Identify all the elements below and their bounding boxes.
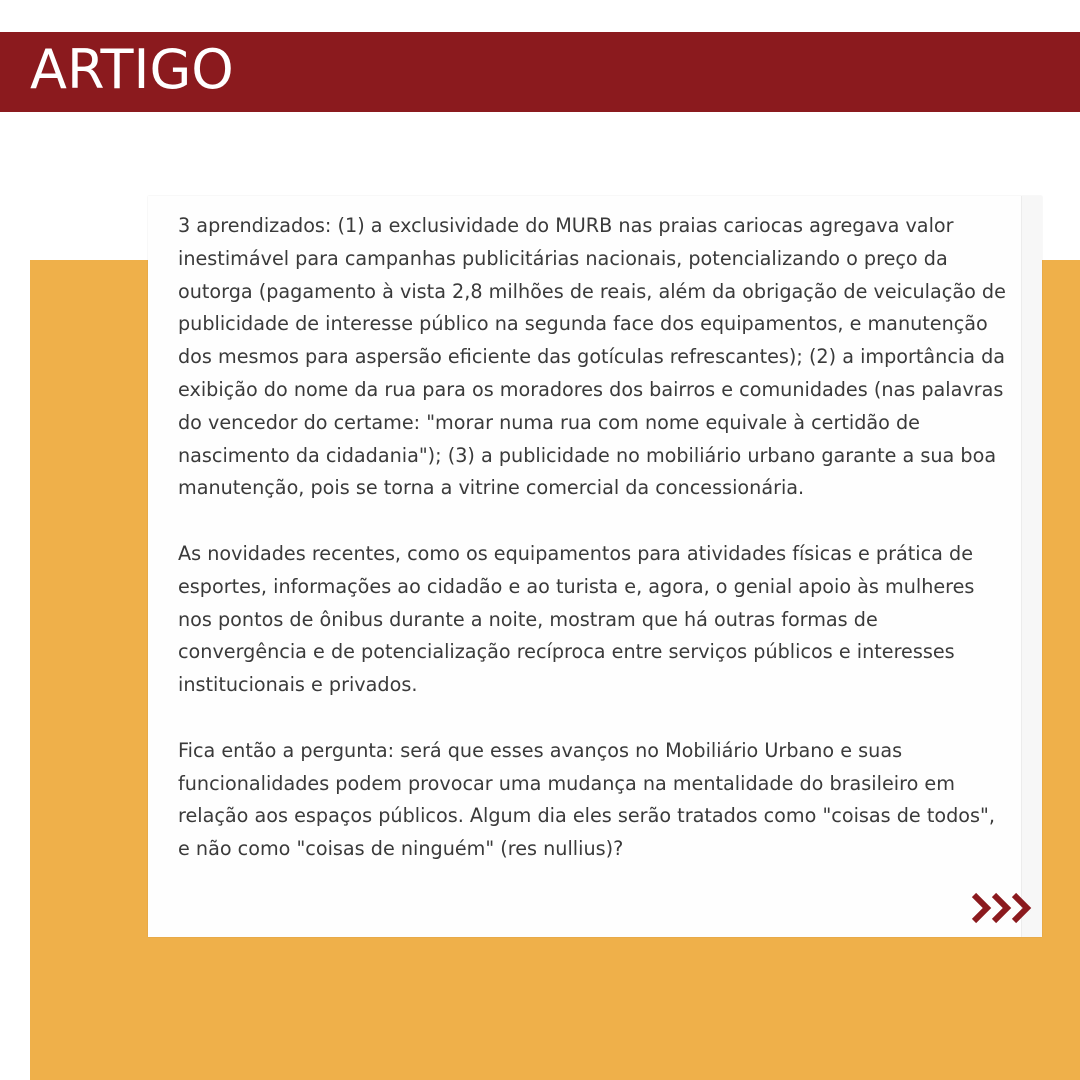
article-body — [178, 210, 1008, 866]
article-paragraph-1: 3 aprendizados: (1) a exclusividade do MURB nas praias cariocas agregava valor inestimável para campanhas publicitárias nacionais, potencializando o preço da outorga (pagamento à vista 2,8 milhões de reais, além da obrigação de veiculação de publicidade de interesse público na segunda face dos equipamentos, e manutenção dos mesmos para aspersão eficiente das gotículas refrescantes); (2) a importância da exibição do nome da rua para os moradores dos bairros e comunidades (nas palavras do vencedor do certame: "morar numa rua com nome equivale à certidão de nascimento da cidadania"); (3) a publicidade no mobiliário urbano garante a sua boa manutenção, pois se torna a vitrine comercial da concessionária. — [178, 214, 1006, 500]
article-card — [148, 196, 1042, 937]
triple-chevron-right-icon — [970, 884, 1040, 932]
page-title: ARTIGO — [30, 38, 234, 101]
article-paragraph-3: Fica então a pergunta: será que esses avanços no Mobiliário Urbano e suas funcionalidades podem provocar uma mudança na mentalidade do brasileiro em relação aos espaços públicos. Algum dia eles serão tratados como "coisas de todos", e não como "coisas de ninguém" (res nullius)? — [178, 738, 995, 861]
article-paragraph-2: As novidades recentes, como os equipamentos para atividades físicas e prática de esportes, informações ao cidadão e ao turista e, agora, o genial apoio às mulheres nos pontos de ônibus durante a noite, mostram que há outras formas de convergência e de potencialização recíproca entre serviços públicos e interesses institucionais e privados. — [178, 541, 975, 697]
header-bar — [0, 32, 1080, 112]
card-scrollbar[interactable] — [1021, 196, 1042, 937]
next-page-icon[interactable] — [970, 884, 1040, 932]
